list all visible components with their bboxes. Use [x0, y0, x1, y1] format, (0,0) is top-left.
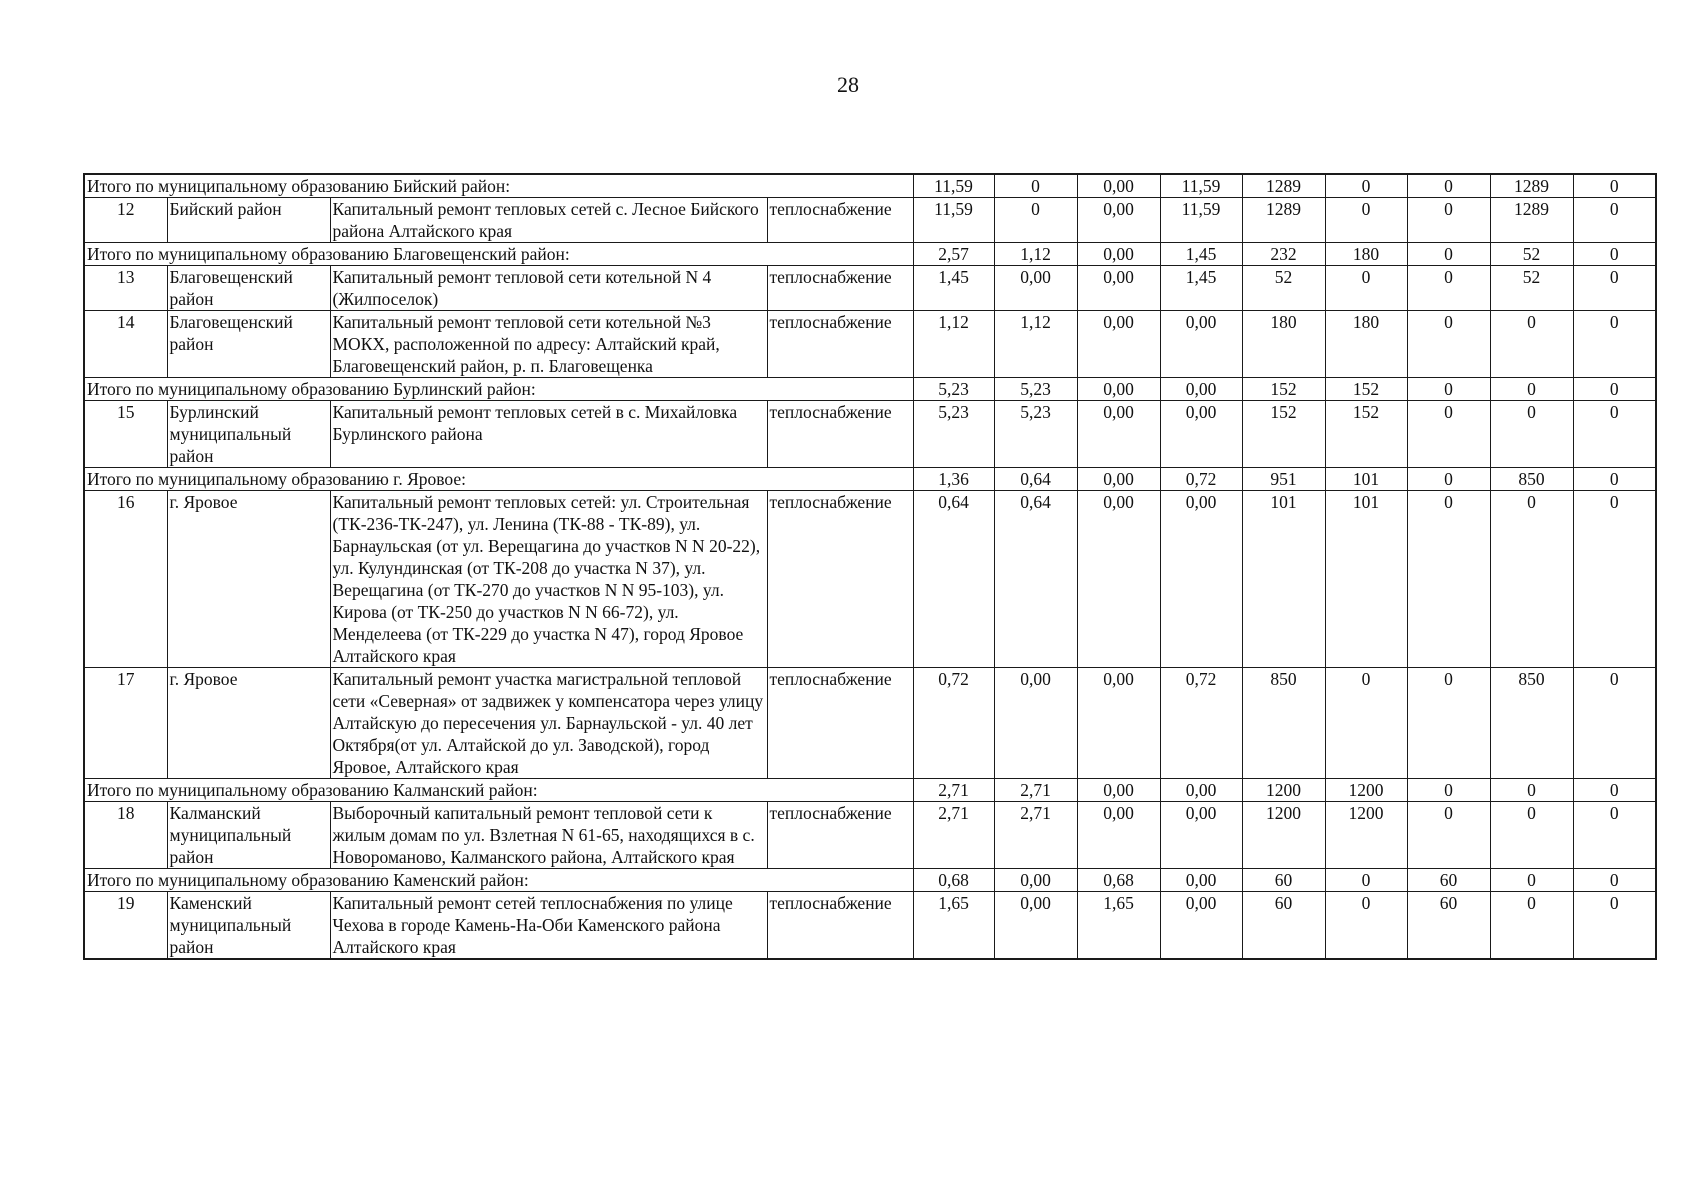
value-cell: 5,23: [913, 401, 994, 468]
value-cell: 0: [1490, 802, 1573, 869]
district-cell: Благовещенский район: [167, 311, 330, 378]
type-cell: теплоснабжение: [767, 266, 913, 311]
value-cell: 0: [1490, 779, 1573, 802]
value-cell: 1289: [1242, 198, 1325, 243]
value-cell: 0: [994, 174, 1077, 198]
type-cell: теплоснабжение: [767, 892, 913, 960]
total-row: [84, 243, 1656, 266]
value-cell: 52: [1490, 243, 1573, 266]
table-row: [84, 491, 1656, 668]
value-cell: 11,59: [913, 198, 994, 243]
value-cell: 0: [1573, 243, 1656, 266]
row-number: 19: [84, 892, 167, 960]
value-cell: 60: [1242, 869, 1325, 892]
value-cell: 0: [1573, 869, 1656, 892]
value-cell: 0,00: [1077, 401, 1160, 468]
value-cell: 60: [1407, 869, 1490, 892]
description-cell: Капитальный ремонт тепловых сетей с. Лесное Бийского района Алтайского края: [330, 198, 767, 243]
value-cell: 1289: [1490, 174, 1573, 198]
row-number: 18: [84, 802, 167, 869]
table-row: [84, 401, 1656, 468]
value-cell: 0,00: [1160, 869, 1242, 892]
value-cell: 1,45: [1160, 243, 1242, 266]
type-cell: теплоснабжение: [767, 802, 913, 869]
value-cell: 0,00: [1160, 401, 1242, 468]
type-cell: теплоснабжение: [767, 311, 913, 378]
district-cell: Бурлинский муниципальный район: [167, 401, 330, 468]
value-cell: 2,71: [994, 802, 1077, 869]
value-cell: 0: [1573, 266, 1656, 311]
value-cell: 0,00: [1077, 243, 1160, 266]
total-row: [84, 174, 1656, 198]
value-cell: 1,45: [1160, 266, 1242, 311]
value-cell: 1200: [1242, 802, 1325, 869]
value-cell: 0: [1573, 401, 1656, 468]
table-row: [84, 668, 1656, 779]
value-cell: 0: [1325, 266, 1407, 311]
description-cell: Капитальный ремонт тепловой сети котельной №3 МОКХ, расположенной по адресу: Алтайский край, Благовещенский район, р. п. Благовещенка: [330, 311, 767, 378]
value-cell: 0: [1573, 802, 1656, 869]
value-cell: 0: [1573, 198, 1656, 243]
table-row: [84, 266, 1656, 311]
total-row: [84, 779, 1656, 802]
value-cell: 0,00: [1160, 779, 1242, 802]
table-row: [84, 892, 1656, 960]
value-cell: 0,72: [1160, 468, 1242, 491]
value-cell: 0: [1573, 668, 1656, 779]
value-cell: 1,65: [1077, 892, 1160, 960]
type-cell: теплоснабжение: [767, 401, 913, 468]
value-cell: 0,00: [1077, 378, 1160, 401]
value-cell: 0: [1490, 311, 1573, 378]
description-cell: Капитальный ремонт тепловых сетей: ул. Строительная (ТК-236-ТК-247), ул. Ленина (ТК-88 - ТК-89), ул. Барнаульская (от ул. Верещагина до участков N N 20-22), ул. Кулундинская (от ТК-208 до участка N 37), ул. Верещагина (от ТК-270 до участков N N 95-103), ул. Кирова (от ТК-250 до участков N N 66-72), ул. Менделеева (от ТК-229 до участка N 47), город Яровое Алтайского края: [330, 491, 767, 668]
type-cell: теплоснабжение: [767, 668, 913, 779]
value-cell: 0: [1407, 174, 1490, 198]
value-cell: 0: [1573, 378, 1656, 401]
value-cell: 0,00: [1077, 468, 1160, 491]
value-cell: 0,00: [1077, 668, 1160, 779]
value-cell: 0: [1573, 174, 1656, 198]
value-cell: 0: [1573, 311, 1656, 378]
table-row: [84, 802, 1656, 869]
value-cell: 180: [1325, 311, 1407, 378]
table-row: [84, 311, 1656, 378]
value-cell: 0: [1573, 468, 1656, 491]
value-cell: 101: [1325, 468, 1407, 491]
value-cell: 1,12: [913, 311, 994, 378]
value-cell: 0: [1490, 892, 1573, 960]
value-cell: 60: [1407, 892, 1490, 960]
district-cell: Каменский муниципальный район: [167, 892, 330, 960]
value-cell: 2,71: [913, 779, 994, 802]
district-cell: г. Яровое: [167, 668, 330, 779]
value-cell: 0: [1325, 668, 1407, 779]
value-cell: 850: [1242, 668, 1325, 779]
value-cell: 5,23: [913, 378, 994, 401]
total-label: Итого по муниципальному образованию Бурлинский район:: [84, 378, 913, 401]
district-cell: Калманский муниципальный район: [167, 802, 330, 869]
value-cell: 0,64: [913, 491, 994, 668]
value-cell: 0,72: [1160, 668, 1242, 779]
value-cell: 0: [1490, 378, 1573, 401]
row-number: 13: [84, 266, 167, 311]
value-cell: 152: [1325, 401, 1407, 468]
row-number: 17: [84, 668, 167, 779]
value-cell: 0,64: [994, 468, 1077, 491]
value-cell: 152: [1242, 378, 1325, 401]
value-cell: 152: [1242, 401, 1325, 468]
district-cell: г. Яровое: [167, 491, 330, 668]
page-number: 28: [837, 72, 859, 97]
row-number: 16: [84, 491, 167, 668]
total-label: Итого по муниципальному образованию Благовещенский район:: [84, 243, 913, 266]
value-cell: 0,00: [994, 668, 1077, 779]
value-cell: 0: [1325, 892, 1407, 960]
value-cell: 0,00: [1160, 491, 1242, 668]
row-number: 12: [84, 198, 167, 243]
value-cell: 2,57: [913, 243, 994, 266]
value-cell: 152: [1325, 378, 1407, 401]
district-cell: Благовещенский район: [167, 266, 330, 311]
value-cell: 0: [1325, 174, 1407, 198]
value-cell: 951: [1242, 468, 1325, 491]
total-label: Итого по муниципальному образованию Каменский район:: [84, 869, 913, 892]
value-cell: 5,23: [994, 378, 1077, 401]
value-cell: 0: [1407, 198, 1490, 243]
value-cell: 850: [1490, 468, 1573, 491]
value-cell: 1,36: [913, 468, 994, 491]
total-label: Итого по муниципальному образованию Калманский район:: [84, 779, 913, 802]
value-cell: 52: [1242, 266, 1325, 311]
value-cell: 11,59: [1160, 174, 1242, 198]
description-cell: Капитальный ремонт тепловой сети котельной N 4 (Жилпоселок): [330, 266, 767, 311]
total-row: [84, 378, 1656, 401]
value-cell: 0,00: [1077, 174, 1160, 198]
value-cell: 52: [1490, 266, 1573, 311]
value-cell: 0: [1407, 378, 1490, 401]
description-cell: Капитальный ремонт сетей теплоснабжения по улице Чехова в городе Камень-На-Оби Каменского района Алтайского края: [330, 892, 767, 960]
value-cell: 0: [1407, 802, 1490, 869]
value-cell: 0,00: [1077, 266, 1160, 311]
description-cell: Капитальный ремонт участка магистральной тепловой сети «Северная» от задвижек у компенсатора через улицу Алтайскую до пересечения ул. Барнаульской - ул. 40 лет Октября(от ул. Алтайской до ул. Заводской), город Яровое, Алтайского края: [330, 668, 767, 779]
value-cell: 11,59: [1160, 198, 1242, 243]
value-cell: 0: [1490, 869, 1573, 892]
value-cell: 1,65: [913, 892, 994, 960]
value-cell: 1289: [1490, 198, 1573, 243]
value-cell: 0: [1407, 311, 1490, 378]
row-number: 14: [84, 311, 167, 378]
value-cell: 0: [1573, 779, 1656, 802]
value-cell: 0: [1573, 892, 1656, 960]
district-cell: Бийский район: [167, 198, 330, 243]
value-cell: 1,45: [913, 266, 994, 311]
total-row: [84, 468, 1656, 491]
value-cell: 0,00: [1160, 892, 1242, 960]
value-cell: 0,00: [1077, 198, 1160, 243]
value-cell: 0,68: [1077, 869, 1160, 892]
value-cell: 0: [994, 198, 1077, 243]
value-cell: 0: [1407, 779, 1490, 802]
value-cell: 1,12: [994, 311, 1077, 378]
value-cell: 0,00: [1160, 378, 1242, 401]
value-cell: 850: [1490, 668, 1573, 779]
value-cell: 0: [1325, 198, 1407, 243]
type-cell: теплоснабжение: [767, 198, 913, 243]
value-cell: 0,68: [913, 869, 994, 892]
type-cell: теплоснабжение: [767, 491, 913, 668]
value-cell: 101: [1242, 491, 1325, 668]
value-cell: 0: [1407, 266, 1490, 311]
value-cell: 2,71: [913, 802, 994, 869]
value-cell: 0,72: [913, 668, 994, 779]
value-cell: 0: [1407, 243, 1490, 266]
description-cell: Выборочный капитальный ремонт тепловой сети к жилым домам по ул. Взлетная N 61-65, находящихся в с. Новороманово, Калманского района, Алтайского края: [330, 802, 767, 869]
row-number: 15: [84, 401, 167, 468]
value-cell: 1200: [1325, 802, 1407, 869]
value-cell: 0: [1407, 668, 1490, 779]
value-cell: 0,00: [1077, 779, 1160, 802]
value-cell: 5,23: [994, 401, 1077, 468]
value-cell: 1,12: [994, 243, 1077, 266]
value-cell: 0: [1490, 401, 1573, 468]
value-cell: 0: [1573, 491, 1656, 668]
value-cell: 0: [1407, 401, 1490, 468]
description-cell: Капитальный ремонт тепловых сетей в с. Михайловка Бурлинского района: [330, 401, 767, 468]
value-cell: 0,00: [1077, 802, 1160, 869]
value-cell: 11,59: [913, 174, 994, 198]
value-cell: 2,71: [994, 779, 1077, 802]
value-cell: 0: [1407, 468, 1490, 491]
table-container: [83, 173, 1655, 960]
data-table: [83, 173, 1657, 960]
total-label: Итого по муниципальному образованию Бийский район:: [84, 174, 913, 198]
value-cell: 0,00: [994, 892, 1077, 960]
total-label: Итого по муниципальному образованию г. Яровое:: [84, 468, 913, 491]
value-cell: 0,00: [1077, 311, 1160, 378]
table-row: [84, 198, 1656, 243]
value-cell: 1200: [1242, 779, 1325, 802]
total-row: [84, 869, 1656, 892]
value-cell: 0,00: [994, 869, 1077, 892]
value-cell: 0,00: [994, 266, 1077, 311]
value-cell: 0,00: [1160, 311, 1242, 378]
value-cell: 0: [1407, 491, 1490, 668]
value-cell: 180: [1242, 311, 1325, 378]
table-body: [84, 174, 1656, 959]
value-cell: 101: [1325, 491, 1407, 668]
value-cell: 232: [1242, 243, 1325, 266]
value-cell: 1289: [1242, 174, 1325, 198]
value-cell: 180: [1325, 243, 1407, 266]
value-cell: 0,00: [1160, 802, 1242, 869]
value-cell: 0: [1325, 869, 1407, 892]
value-cell: 60: [1242, 892, 1325, 960]
value-cell: 0,64: [994, 491, 1077, 668]
value-cell: 0: [1490, 491, 1573, 668]
value-cell: 0,00: [1077, 491, 1160, 668]
value-cell: 1200: [1325, 779, 1407, 802]
